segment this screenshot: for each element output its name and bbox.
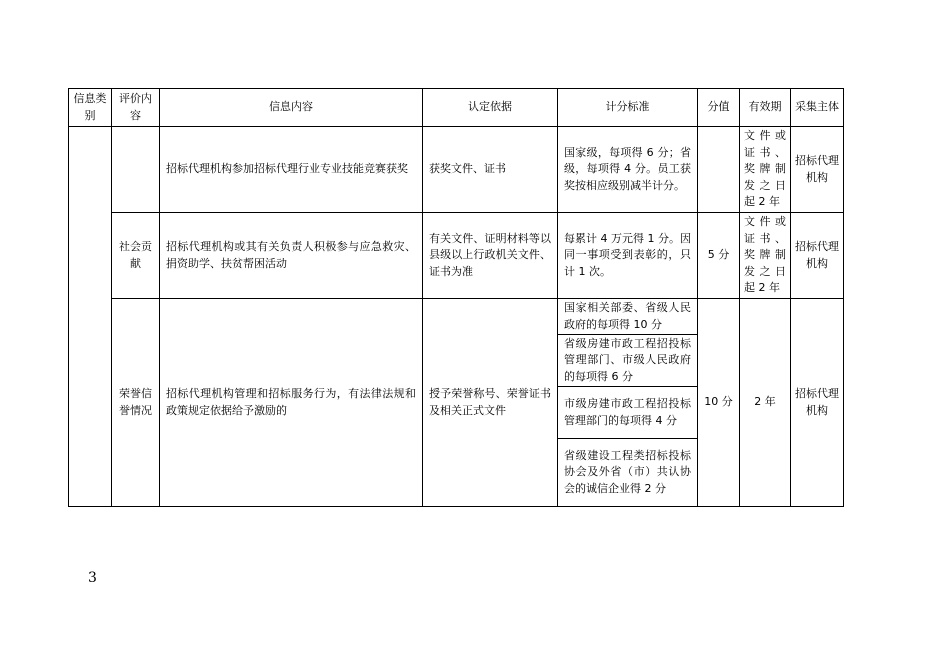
standard-cell: 国家级，每项得 6 分；省级，每项得 4 分。员工获奖按相应级别减半计分。 [558, 127, 698, 213]
standard-cell: 每累计 4 万元得 1 分。因同一事项受到表彰的，只计 1 次。 [558, 213, 698, 299]
header-basis: 认定依据 [423, 89, 558, 127]
header-score: 分值 [698, 89, 740, 127]
table-row [69, 127, 844, 213]
validity-cell: 2 年 [740, 299, 791, 507]
score-cell: 5 分 [698, 213, 740, 299]
item-cell: 荣誉信誉情况 [112, 299, 160, 507]
validity-cell: 文件或证书、奖牌制发之日起 2 年 [740, 127, 791, 213]
collector-cell: 招标代理机构 [791, 299, 844, 507]
basis-cell: 获奖文件、证书 [423, 127, 558, 213]
header-validity: 有效期 [740, 89, 791, 127]
standard-subcell: 市级房建市政工程招投标管理部门的每项得 4 分 [558, 387, 698, 439]
table-row [69, 213, 844, 299]
header-standard: 计分标准 [558, 89, 698, 127]
basis-cell: 授予荣誉称号、荣誉证书及相关正式文件 [423, 299, 558, 507]
standard-subcell: 省级建设工程类招标投标协会及外省（市）共认协会的诚信企业得 2 分 [558, 439, 698, 507]
page-number: 3 [88, 570, 97, 586]
basis-cell: 有关文件、证明材料等以县级以上行政机关文件、证书为准 [423, 213, 558, 299]
content-cell: 招标代理机构参加招标代理行业专业技能竞赛获奖 [160, 127, 423, 213]
header-category: 信息类别 [69, 89, 112, 127]
item-cell [112, 127, 160, 213]
content-cell: 招标代理机构管理和招标服务行为，有法律法规和政策规定依据给予激励的 [160, 299, 423, 507]
evaluation-table [68, 88, 844, 507]
category-cell [69, 127, 112, 507]
header-collector: 采集主体 [791, 89, 844, 127]
standard-subcell: 国家相关部委、省级人民政府的每项得 10 分 [558, 299, 698, 335]
score-cell: 10 分 [698, 299, 740, 507]
header-content: 信息内容 [160, 89, 423, 127]
validity-cell: 文件或证书、奖牌制发之日起 2 年 [740, 213, 791, 299]
collector-cell: 招标代理机构 [791, 127, 844, 213]
content-cell: 招标代理机构或其有关负责人积极参与应急救灾、捐资助学、扶贫帮困活动 [160, 213, 423, 299]
header-row [69, 89, 844, 127]
header-item: 评价内容 [112, 89, 160, 127]
collector-cell: 招标代理机构 [791, 213, 844, 299]
item-cell: 社会贡献 [112, 213, 160, 299]
table-row [69, 299, 844, 335]
standard-subcell: 省级房建市政工程招投标管理部门、市级人民政府的每项得 6 分 [558, 335, 698, 387]
score-cell [698, 127, 740, 213]
